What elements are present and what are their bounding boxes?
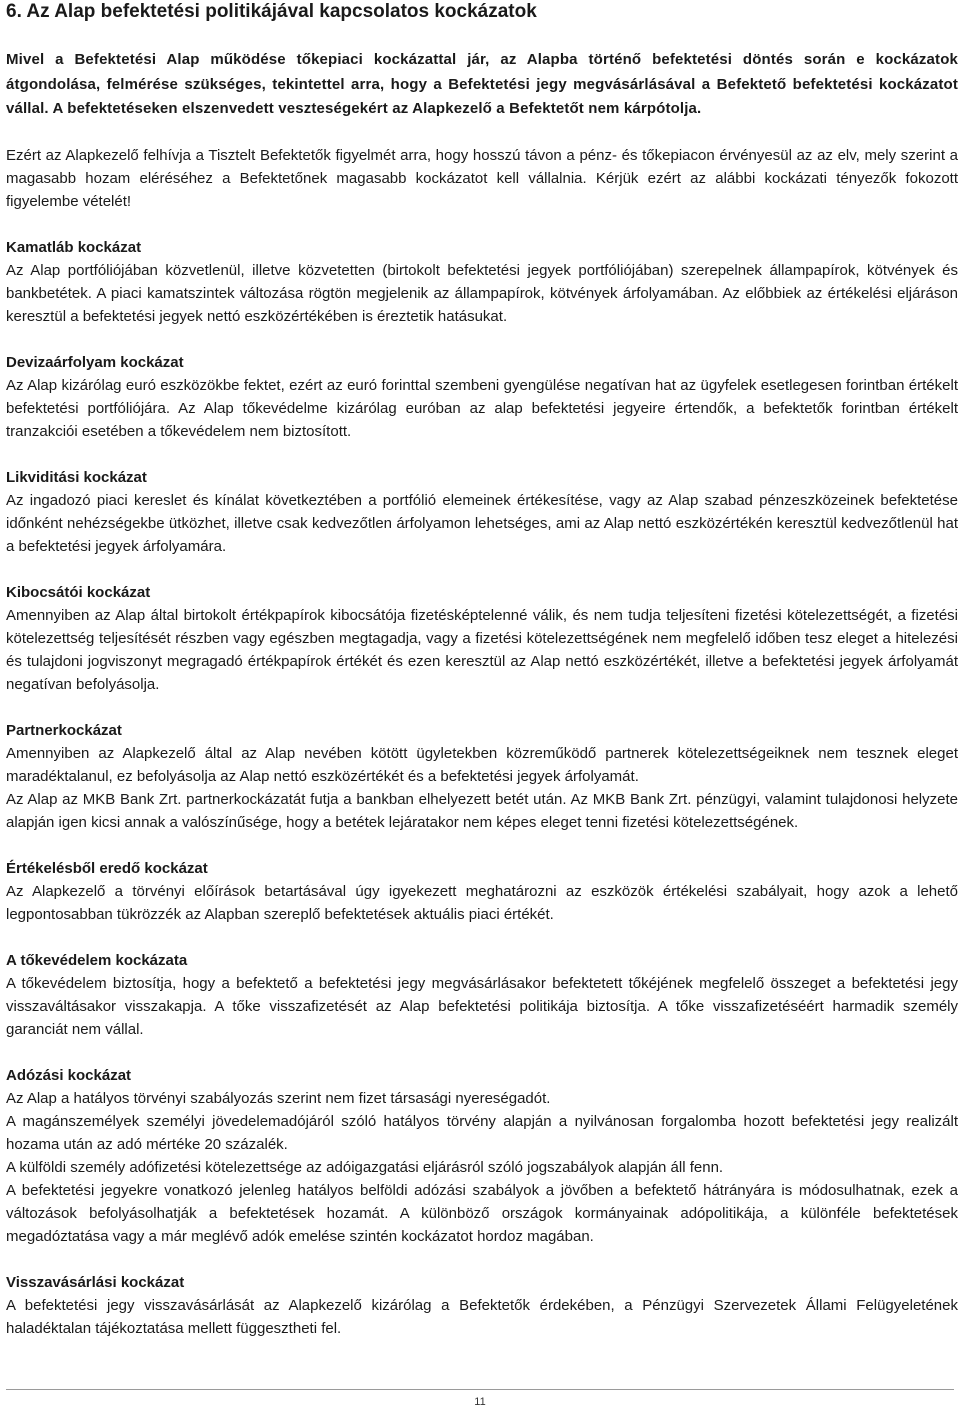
- risk-paragraph: Az Alap portfóliójában közvetlenül, illetve közvetetten (birtokolt befektetési jegyek portfóliójában) szerepelnek állampapírok, kötvények és bankbetétek. A piaci kamatszintek változása rögtön megjelenik az állampapírok, kötvények árfolyamában. Az előbbiek az értékelési eljáráson keresztül a befektetési jegyek nettó eszközértékében is éreztetik hatásukat.: [6, 261, 958, 325]
- risk-heading: Partnerkockázat: [6, 721, 122, 739]
- risk-heading: Adózási kockázat: [6, 1066, 132, 1084]
- risk-section-tax: [6, 1064, 958, 1248]
- notice-paragraph: Ezért az Alapkezelő felhívja a Tisztelt Befektetők figyelmét arra, hogy hosszú távon a pénz- és tőkepiacon érvényesül az az elv, mely szerint a magasabb hozam eléréséhez a Befektetőnek magasabb kockázatot kell vállalnia. Kérjük ezért az alábbi kockázati tényezők fokozott figyelembe vételét!: [6, 146, 958, 210]
- risk-paragraph: A befektetési jegy visszavásárlását az Alapkezelő kizárólag a Befektetők érdekében, a Pénzügyi Szervezetek Állami Felügyeletének haladéktalan tájékoztatása mellett függesztheti fel.: [6, 1296, 958, 1337]
- risk-paragraph: Amennyiben az Alapkezelő által az Alap nevében kötött ügyletekben közreműködő partnerek kötelezettségeiknek nem tesznek eleget maradéktalanul, ez befolyásolja az Alap nettó eszközértékét és a befektetési jegyek árfolyamát.: [6, 744, 958, 785]
- risk-section-currency: [6, 351, 958, 443]
- risk-paragraph: A magánszemélyek személyi jövedelemadójáról szóló hatályos törvény alapján a nyilvánosan forgalomba hozott befektetési jegy realizált hozama után az adó mértéke 20 százalék.: [6, 1112, 958, 1153]
- risk-heading: Kibocsátói kockázat: [6, 583, 151, 601]
- risk-heading: Kamatláb kockázat: [6, 238, 142, 256]
- risk-paragraph: Az Alap az MKB Bank Zrt. partnerkockázatát futja a bankban elhelyezett betét után. Az MKB Bank Zrt. pénzügyi, valamint tulajdonosi helyzete alapján igen kicsi annak a valószínűsége, hogy a betétek lejáratakor nem képes eleget tenni fizetési kötelezettségének.: [6, 790, 958, 831]
- document-page: [6, 0, 958, 1340]
- intro-paragraph: Mivel a Befektetési Alap működése tőkepiaci kockázattal jár, az Alapba történő befektetési döntés során e kockázatok átgondolása, felmérése szükséges, tekintettel arra, hogy a Befektetési jegy megvásárlásával a Befektető befektetési kockázatot vállal. A befektetéseken elszenvedett veszteségekért az Alapkezelő a Befektetőt nem kárpótolja.: [6, 51, 958, 117]
- risk-paragraph: Az Alapkezelő a törvényi előírások betartásával úgy igyekezett meghatározni az eszközök értékelési szabályait, hogy azok a lehető legpontosabban tükrözzék az Alapban szereplő befektetések aktuális piaci értékét.: [6, 882, 958, 923]
- risk-section-counterparty: [6, 719, 958, 834]
- risk-paragraph: Amennyiben az Alap által birtokolt értékpapírok kibocsátója fizetésképtelenné válik, és nem tudja teljesíteni fizetési kötelezettségét, a fizetési kötelezettség teljesítését részben vagy egészben megtagadja, vagy a fizetési kötelezettségének nem megfelelő időben tesz eleget a hitelezési és tulajdoni jogviszonyt megragadó értékpapírok értékét és ezen keresztül az Alap nettó eszközértékét, illetve a befektetési jegyek árfolyamát negatívan befolyásolja.: [6, 606, 958, 693]
- risk-section-liquidity: [6, 466, 958, 558]
- risk-paragraph: A külföldi személy adófizetési kötelezettsége az adóigazgatási eljárásról szóló jogszabályok alapján áll fenn.: [6, 1158, 724, 1176]
- section-title: 6. Az Alap befektetési politikájával kapcsolatos kockázatok: [6, 1, 537, 22]
- risk-section-interest-rate: [6, 236, 958, 328]
- risk-heading: Devizaárfolyam kockázat: [6, 353, 184, 371]
- risk-paragraph: Az Alap kizárólag euró eszközökbe fektet, ezért az euró forinttal szembeni gyengülése negatívan hat az ügyfelek esetlegesen forintban értékelt befektetési portfóliójára. Az Alap tőkevédelme kizárólag euróban az alap befektetési jegyeire értendők, a befektetők forintban értékelt tranzakciói esetében a tőkevédelem nem biztosított.: [6, 376, 958, 440]
- risk-section-issuer: [6, 581, 958, 696]
- risk-heading: Likviditási kockázat: [6, 468, 147, 486]
- footer-divider: [6, 1389, 954, 1390]
- risk-paragraph: A befektetési jegyekre vonatkozó jelenleg hatályos belföldi adózási szabályok a jövőben a befektető hátrányára is módosulhatnak, ezek a változások befolyásolhatják a befektetések hozamát. A különböző országok kormányainak adópolitikája, a különféle befektetések megadóztatása vagy a már meglévő adók emelése szintén kockázatot hordoz magában.: [6, 1181, 958, 1245]
- risk-section-valuation: [6, 857, 958, 926]
- risk-section-capital-protection: [6, 949, 958, 1041]
- risk-heading: Értékelésből eredő kockázat: [6, 859, 208, 877]
- risk-heading: Visszavásárlási kockázat: [6, 1273, 185, 1291]
- page-number: 11: [474, 1396, 486, 1408]
- risk-paragraph: Az ingadozó piaci kereslet és kínálat következtében a portfólió elemeinek értékesítése, vagy az Alap szabad pénzeszközeinek befektetése időnként nehézségekbe ütközhet, illetve csak kedvezőtlen árfolyamon lehetséges, ami az Alap nettó eszközértékén keresztül kedvezőtlenül hat a befektetési jegyek árfolyamára.: [6, 491, 958, 555]
- risk-paragraph: Az Alap a hatályos törvényi szabályozás szerint nem fizet társasági nyereségadót.: [6, 1089, 551, 1107]
- risk-heading: A tőkevédelem kockázata: [6, 951, 188, 969]
- risk-section-redemption: [6, 1271, 958, 1340]
- risk-paragraph: A tőkevédelem biztosítja, hogy a befektető a befektetési jegy megvásárlásakor befektetett tőkéjének megfelelő összeget a befektetési jegy visszaváltásakor visszakapja. A tőke visszafizetését az Alap befektetési politikája biztosítja. A tőke visszafizetéséért harmadik személy garanciát nem vállal.: [6, 974, 958, 1038]
